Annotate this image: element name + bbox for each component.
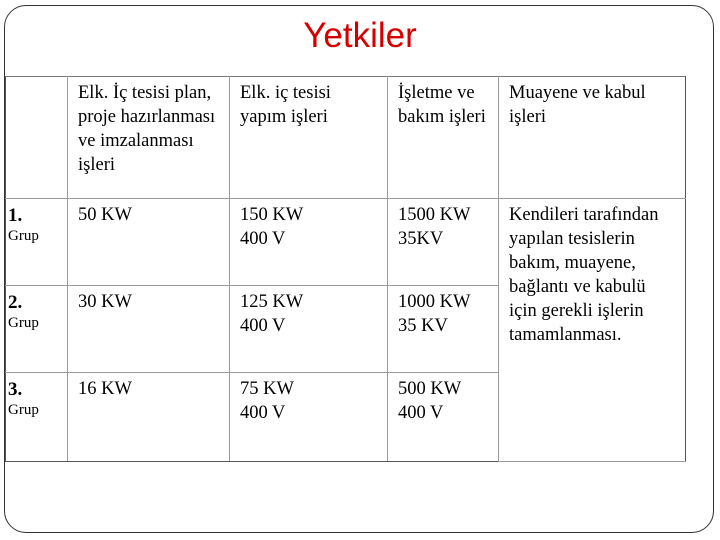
build-kw: 125 KW xyxy=(240,292,304,312)
operation-voltage: 35 KV xyxy=(398,316,448,336)
header-inspection: Muayene ve kabul işleri xyxy=(499,77,686,199)
plan-limit: 30 KW xyxy=(68,286,230,373)
build-voltage: 400 V xyxy=(240,316,286,336)
operation-kw: 1500 KW xyxy=(398,205,471,225)
header-empty-cell xyxy=(6,77,68,199)
plan-limit: 16 KW xyxy=(68,373,230,462)
operation-limit xyxy=(388,199,499,286)
authority-table xyxy=(5,76,686,462)
operation-voltage: 400 V xyxy=(398,403,444,423)
group-cell xyxy=(6,286,68,373)
group-cell xyxy=(6,199,68,286)
operation-limit xyxy=(388,373,499,462)
build-voltage: 400 V xyxy=(240,403,286,423)
table-row xyxy=(6,199,686,286)
group-number: 3. xyxy=(8,379,23,400)
build-voltage: 400 V xyxy=(240,229,286,249)
operation-voltage: 35KV xyxy=(398,229,444,249)
build-kw: 150 KW xyxy=(240,205,304,225)
inspection-note: Kendileri tarafından yapılan tesislerin bakım, muayene, bağlantı ve kabulü için gerekli işlerin tamamlanması. xyxy=(499,199,686,462)
build-kw: 75 KW xyxy=(240,379,294,399)
operation-kw: 500 KW xyxy=(398,379,462,399)
build-limit xyxy=(230,373,388,462)
header-build: Elk. iç tesisi yapım işleri xyxy=(230,77,388,199)
group-number: 1. xyxy=(8,205,23,226)
plan-limit: 50 KW xyxy=(68,199,230,286)
group-number: 2. xyxy=(8,292,23,313)
operation-kw: 1000 KW xyxy=(398,292,471,312)
header-plan: Elk. İç tesisi plan, proje hazırlanması ve imzalanması işleri xyxy=(68,77,230,199)
group-label: Grup xyxy=(8,402,39,418)
group-cell xyxy=(6,373,68,462)
header-row xyxy=(6,77,686,199)
slide-title: Yetkiler xyxy=(303,16,417,55)
build-limit xyxy=(230,199,388,286)
header-operation: İşletme ve bakım işleri xyxy=(388,77,499,199)
operation-limit xyxy=(388,286,499,373)
group-label: Grup xyxy=(8,315,39,331)
build-limit xyxy=(230,286,388,373)
group-label: Grup xyxy=(8,228,39,244)
